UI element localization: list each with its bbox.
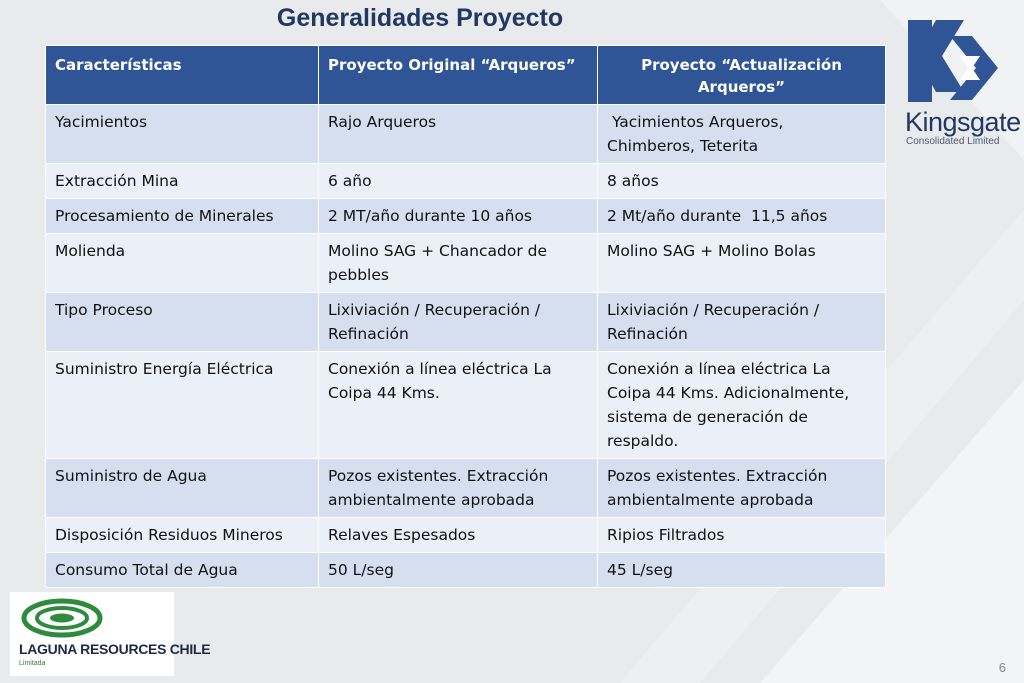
- page-number: 6: [998, 660, 1006, 675]
- table-cell: Conexión a línea eléctrica La Coipa 44 Kms. Adicionalmente, sistema de generación de respaldo.: [598, 352, 886, 459]
- table-cell: Pozos existentes. Extracción ambientalmente aprobada: [319, 459, 598, 518]
- table-cell: 2 Mt/año durante 11,5 años: [598, 199, 886, 234]
- laguna-rings-icon: [10, 592, 174, 642]
- table-row: [46, 164, 886, 199]
- table-cell: Yacimientos Arqueros, Chimberos, Teterita: [598, 105, 886, 164]
- project-comparison-table: [45, 45, 886, 588]
- table-cell: Suministro Energía Eléctrica: [46, 352, 319, 459]
- header-caracteristicas: Características: [46, 46, 319, 105]
- table-row: [46, 199, 886, 234]
- table-cell: Extracción Mina: [46, 164, 319, 199]
- table-row: [46, 553, 886, 588]
- table-cell: Pozos existentes. Extracción ambientalmente aprobada: [598, 459, 886, 518]
- table-cell: Yacimientos: [46, 105, 319, 164]
- table-cell: Lixiviación / Recuperación / Refinación: [598, 293, 886, 352]
- table-cell: Relaves Espesados: [319, 518, 598, 553]
- table-cell: 50 L/seg: [319, 553, 598, 588]
- header-proyecto-actualizacion: Proyecto “Actualización Arqueros”: [598, 46, 886, 105]
- table-cell: Molino SAG + Chancador de pebbles: [319, 234, 598, 293]
- table-cell: 2 MT/año durante 10 años: [319, 199, 598, 234]
- table-cell: 8 años: [598, 164, 886, 199]
- table-row: [46, 352, 886, 459]
- table-cell: Consumo Total de Agua: [46, 553, 319, 588]
- table-cell: Molino SAG + Molino Bolas: [598, 234, 886, 293]
- kingsgate-name: Kingsgate: [905, 107, 1021, 137]
- table-cell: Suministro de Agua: [46, 459, 319, 518]
- page-title: Generalidades Proyecto: [276, 4, 564, 32]
- table-cell: Tipo Proceso: [46, 293, 319, 352]
- table-row: [46, 459, 886, 518]
- table-cell: Ripios Filtrados: [598, 518, 886, 553]
- table-cell: Rajo Arqueros: [319, 105, 598, 164]
- table-cell: Conexión a línea eléctrica La Coipa 44 Kms.: [319, 352, 598, 459]
- table-header-row: [46, 46, 886, 105]
- table-row: [46, 518, 886, 553]
- table-cell: 6 año: [319, 164, 598, 199]
- table-cell: Procesamiento de Minerales: [46, 199, 319, 234]
- table-row: [46, 293, 886, 352]
- header-proyecto-original: Proyecto Original “Arqueros”: [319, 46, 598, 105]
- laguna-subtitle: Limitada: [19, 660, 46, 667]
- table-cell: Molienda: [46, 234, 319, 293]
- laguna-name: LAGUNA RESOURCES CHILE: [19, 641, 211, 657]
- table-cell: Disposición Residuos Mineros: [46, 518, 319, 553]
- table-row: [46, 105, 886, 164]
- table-row: [46, 234, 886, 293]
- table-cell: Lixiviación / Recuperación / Refinación: [319, 293, 598, 352]
- kingsgate-subtitle: Consolidated Limited: [906, 136, 1000, 147]
- table-cell: 45 L/seg: [598, 553, 886, 588]
